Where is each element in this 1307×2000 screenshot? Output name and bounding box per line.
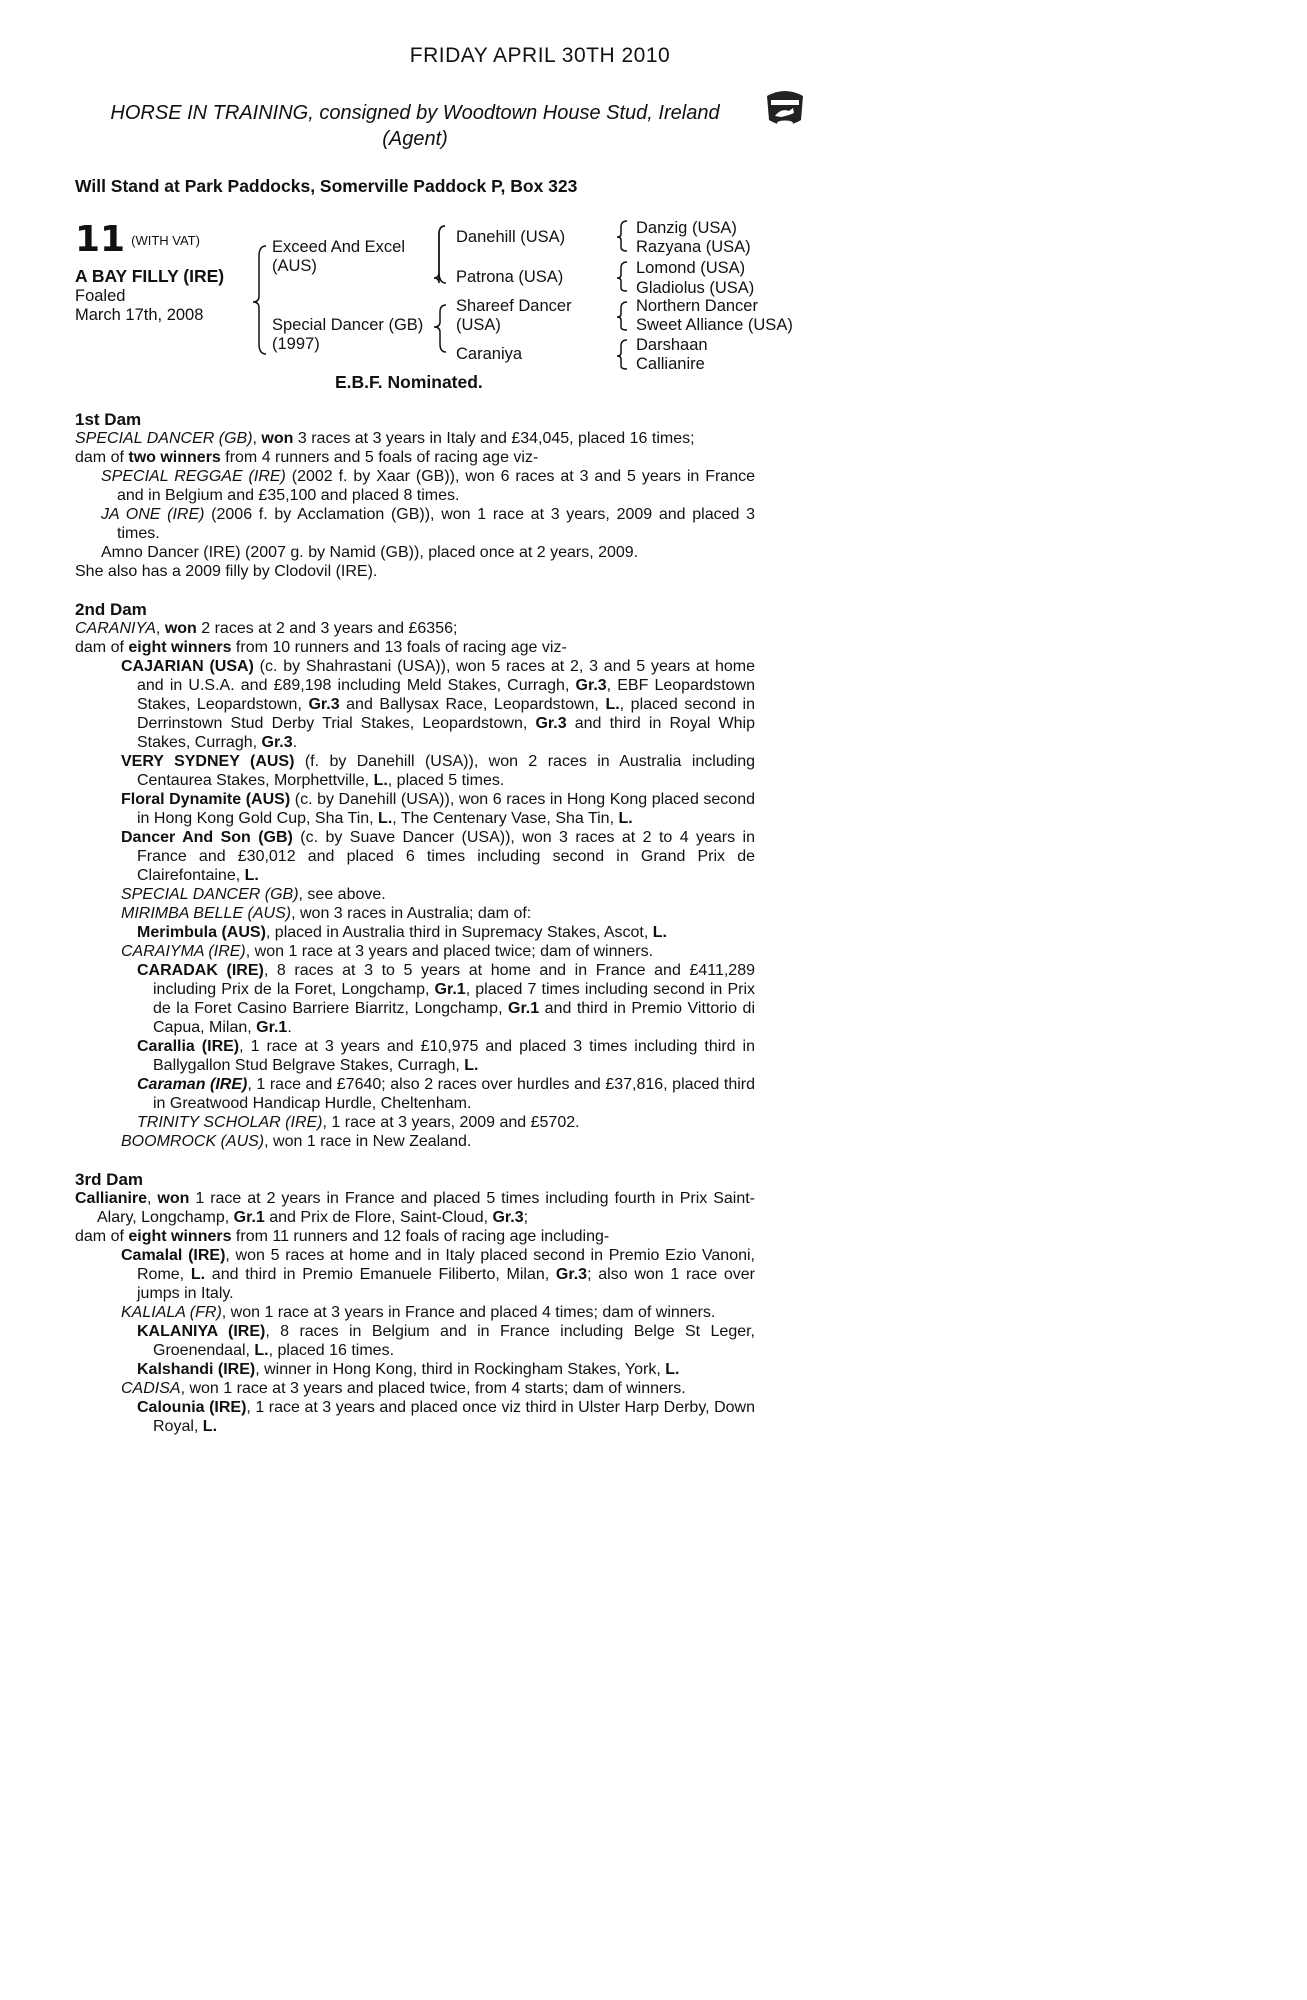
produce-text-run: BOOMROCK (AUS) [121, 1133, 265, 1150]
produce-entry [75, 562, 755, 581]
produce-text-run: She also has a 2009 filly by Clodovil (IRE). [75, 563, 378, 580]
produce-text-run: Camalal (IRE) [121, 1247, 226, 1264]
produce-entry [75, 1189, 755, 1227]
produce-entry [75, 942, 755, 961]
produce-text-run: Caraman (IRE) [137, 1076, 248, 1093]
produce-text-run: Gr.3 [575, 677, 607, 694]
produce-text-run: L. [254, 1342, 269, 1359]
consignment-line: HORSE IN TRAINING, consigned by Woodtown House Stud, Ireland [110, 102, 720, 124]
produce-entry [75, 1360, 755, 1379]
produce-entry [75, 752, 755, 790]
produce-entry [75, 961, 755, 1037]
produce-text-run: , 8 races at 3 to 5 years at home and in France and £411,289 including Prix de la Foret, Longchamp, [153, 962, 755, 998]
produce-text-run: L. [244, 867, 259, 884]
produce-entry [75, 1398, 755, 1436]
produce-text-run: Carallia (IRE) [137, 1038, 240, 1055]
produce-text-run: Gr.1 [434, 981, 466, 998]
produce-text-run: CARAIYMA (IRE) [121, 943, 246, 960]
produce-text-run: , placed 7 times including second in Prix de la Foret Casino Barriere Biarritz, Longchamp, [153, 981, 756, 1017]
produce-text-run: 2 races at 2 and 3 years and £6356; [196, 620, 458, 637]
produce-entry [75, 448, 755, 467]
produce-text-run: (f. by Danehill (USA)), won 2 races in Australia including Centaurea Stakes, Morphettville, [137, 753, 756, 789]
produce-text-run: ; also won 1 race over jumps in Italy. [137, 1266, 755, 1302]
produce-text-run: L. [605, 696, 620, 713]
produce-text-run: L. [464, 1057, 479, 1074]
produce-text-run: won [157, 1190, 190, 1207]
produce-text-run: Kalshandi (IRE) [137, 1361, 256, 1378]
consignment-agent: (Agent) [382, 128, 448, 150]
produce-text-run: MIRIMBA BELLE (AUS) [121, 905, 292, 922]
produce-entry [75, 1037, 755, 1075]
produce-text-run: ; [523, 1209, 529, 1226]
produce-text-run: and third in Royal Whip Stakes, Curragh, [137, 715, 756, 751]
produce-text-run: from 11 runners and 12 foals of racing age including- [231, 1228, 610, 1245]
produce-text-run: L. [652, 924, 667, 941]
produce-text-run: SPECIAL REGGAE (IRE) [101, 468, 286, 485]
produce-text-run: KALANIYA (IRE) [137, 1323, 266, 1340]
produce-text-run: (c. by Suave Dancer (USA)), won 3 races at 2 to 4 years in France and £30,012 and placed 6 times including second in Grand Prix de Clairefontaine, [137, 829, 756, 884]
produce-text-run: L. [378, 810, 393, 827]
produce-text-run: from 10 runners and 13 foals of racing age viz- [231, 639, 567, 656]
produce-text-run: L. [190, 1266, 206, 1283]
pedigree-g4-6: Sweet Alliance (USA) [636, 316, 793, 334]
produce-text-run: CARANIYA [75, 620, 156, 637]
produce-entry [75, 1113, 755, 1132]
produce-text-run: (2002 f. by Xaar (GB)), won 6 races at 3 and 5 years in France and in Belgium and £35,100 and placed 8 times. [117, 468, 755, 504]
produce-text-run: , won 5 races at home and in Italy placed second in Premio Ezio Vanoni, Rome, [137, 1247, 756, 1283]
produce-text-run: , 1 race at 3 years, 2009 and £5702. [322, 1114, 580, 1131]
produce-text-run: and Prix de Flore, Saint-Cloud, [264, 1209, 493, 1226]
produce-entry [75, 467, 755, 505]
produce-text-run: won [164, 620, 197, 637]
produce-entry [75, 923, 755, 942]
pedigree-g4-8: Callianire [636, 355, 705, 373]
produce-text-run: , placed second in Derrinstown Stud Derby Trial Stakes, Leopardstown, [137, 696, 755, 732]
produce-text-run: SPECIAL DANCER (GB) [75, 430, 253, 447]
produce-text-run: and Ballysax Race, Leopardstown, [339, 696, 606, 713]
sire-name: Exceed And Excel [272, 238, 405, 256]
dam-sire-name: Shareef Dancer [456, 297, 572, 315]
produce-text-run: (c. by Shahrastani (USA)), won 5 races at 2, 3 and 5 years at home and in U.S.A. and £89,198 including Meld Stakes, Curragh, [137, 658, 755, 694]
produce-entry [75, 505, 755, 543]
produce-text-run: eight winners [128, 639, 232, 656]
produce-text-run: . [292, 734, 298, 751]
produce-entry [75, 638, 755, 657]
produce-entry [75, 828, 755, 885]
section-gap [75, 581, 755, 600]
produce-text-run: KALIALA (FR) [121, 1304, 222, 1321]
pedigree-sire-sire: Danehill (USA) [456, 228, 566, 246]
produce-text-run: L. [618, 810, 633, 827]
produce-text-run: SPECIAL DANCER (GB) [121, 886, 299, 903]
produce-text-run: , The Centenary Vase, Sha Tin, [392, 810, 619, 827]
produce-entry [75, 904, 755, 923]
sale-date: FRIDAY APRIL 30TH 2010 [409, 44, 671, 67]
produce-entry [75, 429, 755, 448]
produce-text-run: , see above. [298, 886, 386, 903]
pedigree-g4-7: Darshaan [636, 336, 708, 354]
produce-text-run: Gr.1 [508, 1000, 540, 1017]
produce-text-run: (c. by Danehill (USA)), won 6 races in Hong Kong placed second in Hong Kong Gold Cup, Sha Tin, [137, 791, 756, 827]
dam-heading: 2nd Dam [75, 600, 147, 619]
pedigree-dam [272, 316, 423, 354]
produce-text-run: , won 1 race at 3 years and placed twice, from 4 starts; dam of winners. [180, 1380, 686, 1397]
sire-origin: (AUS) [272, 257, 317, 275]
produce-text-run: , 1 race and £7640; also 2 races over hurdles and £37,816, placed third in Greatwood Handicap Hurdle, Cheltenham. [153, 1076, 756, 1112]
produce-text-run: and third in Premio Vittorio di Capua, Milan, [153, 1000, 755, 1036]
produce-text-run: VERY SYDNEY (AUS) [121, 753, 295, 770]
produce-text-run: , placed 16 times. [268, 1342, 395, 1359]
produce-text-run: CARADAK (IRE) [137, 962, 264, 979]
produce-text-run: , placed 5 times. [387, 772, 505, 789]
produce-text-run: Amno Dancer (IRE) (2007 g. by Namid (GB)), placed once at 2 years, 2009. [101, 544, 639, 561]
produce-text-run: , placed in Australia third in Supremacy Stakes, Ascot, [265, 924, 653, 941]
produce-text-run: 1 race at 2 years in France and placed 5 times including fourth in Prix Saint-Alary, Longchamp, [97, 1190, 756, 1226]
produce-text-run: , [252, 430, 262, 447]
foaled-date: March 17th, 2008 [75, 306, 204, 324]
produce-text-run: CADISA [121, 1380, 181, 1397]
produce-text-run: , won 1 race in New Zealand. [264, 1133, 472, 1150]
foaled-label: Foaled [75, 287, 126, 305]
dam-name: Special Dancer (GB) [272, 316, 424, 334]
ebf-nomination: E.B.F. Nominated. [335, 372, 483, 392]
produce-text-run: Dancer And Son (GB) [121, 829, 293, 846]
produce-text-run: L. [373, 772, 388, 789]
horse-description: A BAY FILLY (IRE) [75, 266, 225, 286]
produce-entry [75, 1246, 755, 1303]
produce-text-run: Gr.3 [535, 715, 567, 732]
produce-entry [75, 1379, 755, 1398]
produce-text-run: , winner in Hong Kong, third in Rockingham Stakes, York, [255, 1361, 666, 1378]
produce-text-run: , [155, 620, 165, 637]
section-gap [75, 1151, 755, 1170]
produce-text-run: Calounia (IRE) [137, 1399, 247, 1416]
pedigree-g4-5: Northern Dancer [636, 297, 758, 315]
dam-sire-origin: (USA) [456, 316, 501, 334]
produce-text-run: CAJARIAN (USA) [121, 658, 254, 675]
produce-record [75, 410, 755, 1436]
dam-heading: 1st Dam [75, 410, 142, 429]
produce-entry [75, 1322, 755, 1360]
produce-text-run: Gr.1 [256, 1019, 288, 1036]
produce-text-run: and third in Premio Emanuele Filiberto, Milan, [205, 1266, 556, 1283]
produce-text-run: L. [665, 1361, 680, 1378]
lot-number: 11 [75, 219, 126, 260]
produce-entry [75, 1075, 755, 1113]
produce-text-run: eight winners [128, 1228, 232, 1245]
pedigree-sire [272, 238, 405, 276]
produce-text-run: , won 3 races in Australia; dam of: [291, 905, 532, 922]
dam-heading: 3rd Dam [75, 1170, 144, 1189]
produce-text-run: , EBF Leopardstown Stakes, Leopardstown, [137, 677, 756, 713]
pedigree-g4-3: Lomond (USA) [636, 259, 746, 277]
produce-text-run: Gr.3 [308, 696, 340, 713]
produce-text-run: dam of [75, 1228, 129, 1245]
vat-note: (WITH VAT) [131, 233, 200, 248]
produce-text-run: , [147, 1190, 158, 1207]
produce-text-run: , won 1 race at 3 years and placed twice; dam of winners. [245, 943, 654, 960]
stand-location: Will Stand at Park Paddocks, Somerville Paddock P, Box 323 [75, 176, 578, 196]
produce-text-run: two winners [128, 449, 221, 466]
pedigree-sire-dam: Patrona (USA) [456, 268, 564, 286]
produce-entry [75, 1227, 755, 1246]
produce-text-run: Gr.3 [261, 734, 293, 751]
produce-entry [75, 619, 755, 638]
produce-text-run: dam of [75, 639, 129, 656]
produce-text-run: JA ONE (IRE) [101, 506, 205, 523]
produce-text-run: , 1 race at 3 years and £10,975 and placed 3 times including third in Ballygallon Stud Belgrave Stakes, Curragh, [153, 1038, 755, 1074]
produce-text-run: Merimbula (AUS) [137, 924, 266, 941]
produce-text-run: Floral Dynamite (AUS) [121, 791, 291, 808]
produce-text-run: , won 1 race at 3 years in France and placed 4 times; dam of winners. [221, 1304, 716, 1321]
produce-entry [75, 1303, 755, 1322]
produce-text-run: TRINITY SCHOLAR (IRE) [137, 1114, 323, 1131]
produce-text-run: 3 races at 3 years in Italy and £34,045, placed 16 times; [293, 430, 695, 447]
produce-text-run: Callianire [75, 1190, 148, 1207]
produce-text-run: (2006 f. by Acclamation (GB)), won 1 race at 3 years, 2009 and placed 3 times. [117, 506, 756, 542]
pedigree-dam-sire [456, 297, 572, 335]
produce-entry [75, 543, 755, 562]
pedigree-g4-1: Danzig (USA) [636, 219, 737, 237]
pedigree-g4-2: Razyana (USA) [636, 238, 751, 256]
produce-text-run: Gr.3 [492, 1209, 524, 1226]
produce-text-run: L. [202, 1418, 218, 1435]
produce-entry [75, 1132, 755, 1151]
produce-entry [75, 790, 755, 828]
produce-text-run: , 8 races in Belgium and in France including Belge St Leger, Groenendaal, [153, 1323, 756, 1359]
produce-entry [75, 657, 755, 752]
produce-text-run: . [287, 1019, 292, 1036]
dam-year: (1997) [272, 335, 320, 353]
pedigree-dam-dam: Caraniya [456, 345, 523, 363]
pedigree-g4-4: Gladiolus (USA) [636, 279, 755, 297]
produce-text-run: Gr.3 [555, 1266, 588, 1283]
produce-entry [75, 885, 755, 904]
produce-text-run: dam of [75, 449, 129, 466]
produce-text-run: , 1 race at 3 years and placed once viz third in Ulster Harp Derby, Down Royal, [153, 1399, 755, 1435]
produce-text-run: from 4 runners and 5 foals of racing age viz- [220, 449, 539, 466]
produce-text-run: won [261, 430, 294, 447]
produce-text-run: Gr.1 [233, 1209, 265, 1226]
